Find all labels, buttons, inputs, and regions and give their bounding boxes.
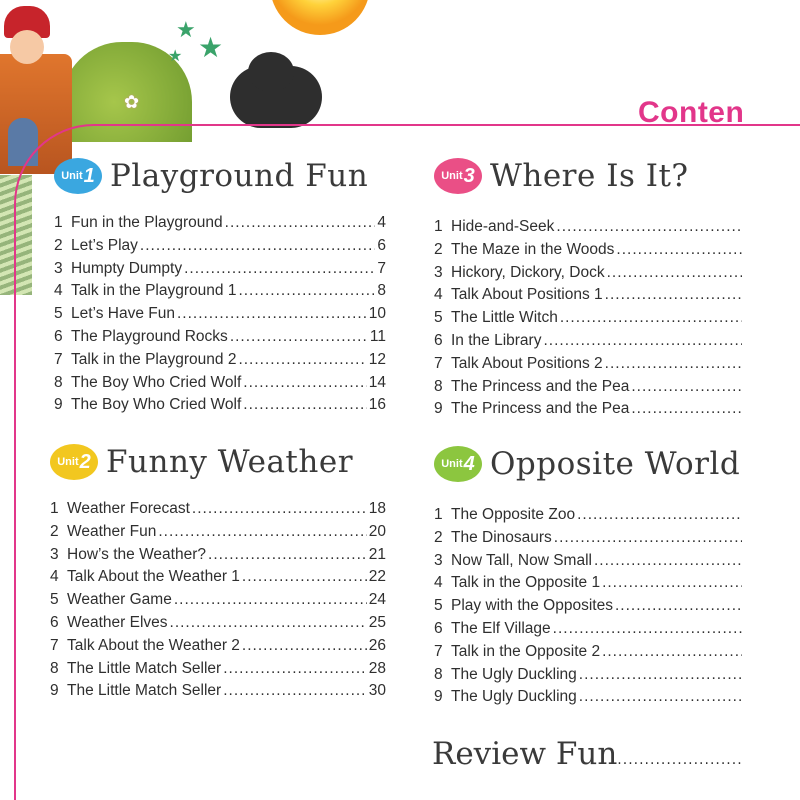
lesson-item[interactable] bbox=[50, 523, 386, 546]
lesson-number: 2 bbox=[54, 236, 63, 254]
lesson-title: The Playground Rocks bbox=[71, 327, 228, 345]
lesson-page-number: 24 bbox=[368, 591, 386, 609]
leader-dots bbox=[579, 688, 742, 706]
lesson-list bbox=[50, 500, 386, 705]
leader-dots bbox=[607, 264, 742, 282]
lesson-number: 4 bbox=[54, 282, 63, 300]
leader-dots bbox=[238, 351, 366, 369]
lesson-number: 3 bbox=[50, 545, 59, 563]
leader-dots bbox=[238, 282, 375, 300]
unit-badge-number: 3 bbox=[463, 164, 475, 187]
unit-header bbox=[54, 156, 386, 196]
leader-dots bbox=[602, 643, 742, 661]
lesson-title: The Dinosaurs bbox=[451, 528, 552, 546]
lesson-number: 4 bbox=[434, 574, 443, 592]
lesson-title: The Little Witch bbox=[451, 309, 558, 327]
lesson-item[interactable] bbox=[54, 305, 386, 328]
lesson-number: 1 bbox=[434, 506, 443, 523]
unit-header bbox=[434, 156, 744, 196]
lesson-title: Fun in the Playground bbox=[71, 214, 223, 231]
lesson-title: Let’s Have Fun bbox=[71, 305, 175, 323]
lesson-number: 2 bbox=[434, 240, 443, 258]
unit-title: Funny Weather bbox=[106, 444, 354, 480]
lesson-item[interactable] bbox=[50, 682, 386, 705]
lesson-title: Humpty Dumpty bbox=[71, 259, 183, 277]
lesson-page-number: 11 bbox=[369, 327, 386, 345]
review-title: Review Fun bbox=[432, 736, 618, 772]
unit-2-section bbox=[50, 442, 386, 705]
star-icon: ★ bbox=[198, 31, 224, 64]
unit-badge bbox=[54, 158, 102, 194]
lesson-number: 7 bbox=[50, 636, 59, 654]
lesson-title: The Little Match Seller bbox=[67, 659, 222, 677]
lesson-title: Weather Elves bbox=[67, 613, 168, 631]
unit-1-section bbox=[54, 156, 386, 419]
lesson-page-number: 21 bbox=[368, 545, 386, 563]
unit-badge-number: 1 bbox=[83, 164, 95, 187]
leader-dots bbox=[225, 214, 376, 232]
lesson-number: 6 bbox=[434, 331, 443, 349]
lesson-number: 8 bbox=[434, 377, 443, 395]
lesson-number: 5 bbox=[434, 597, 443, 615]
lesson-page-number: 26 bbox=[368, 636, 386, 654]
dark-cloud-illustration bbox=[230, 66, 322, 128]
lesson-title: The Little Match Seller bbox=[67, 682, 222, 700]
leader-dots bbox=[223, 682, 367, 700]
lesson-title: In the Library bbox=[451, 331, 542, 349]
lesson-title: The Boy Who Cried Wolf bbox=[71, 396, 242, 414]
unit-badge bbox=[50, 444, 98, 480]
lesson-item[interactable] bbox=[434, 620, 744, 643]
unit-badge bbox=[434, 446, 482, 482]
lesson-item[interactable] bbox=[50, 637, 386, 660]
leader-dots bbox=[594, 552, 742, 570]
leader-dots bbox=[554, 529, 742, 547]
lesson-number: 8 bbox=[50, 659, 59, 677]
lesson-number: 1 bbox=[434, 218, 443, 235]
leader-dots bbox=[243, 396, 366, 414]
lesson-page-number: 30 bbox=[368, 682, 386, 700]
unit-badge-label: Unit bbox=[441, 458, 463, 470]
lesson-item[interactable] bbox=[434, 309, 744, 332]
lesson-title: Let’s Play bbox=[71, 236, 138, 254]
lesson-item[interactable] bbox=[434, 574, 744, 597]
leader-dots bbox=[605, 355, 742, 373]
lesson-title: Weather Game bbox=[67, 591, 172, 609]
unit-badge-label: Unit bbox=[57, 456, 79, 468]
unit-badge-number: 4 bbox=[463, 452, 475, 475]
leader-dots bbox=[242, 568, 367, 586]
leader-dots bbox=[631, 378, 742, 396]
lesson-page-number: 28 bbox=[368, 659, 386, 677]
unit-title: Opposite World bbox=[490, 446, 741, 482]
lesson-page-number: 7 bbox=[377, 259, 386, 277]
lesson-number: 9 bbox=[50, 682, 59, 700]
lesson-item[interactable] bbox=[434, 355, 744, 378]
lesson-item[interactable] bbox=[434, 688, 744, 711]
lesson-page-number: 20 bbox=[368, 522, 386, 540]
unit-title: Where Is It? bbox=[490, 158, 689, 194]
lesson-item[interactable] bbox=[50, 568, 386, 591]
lesson-title: The Ugly Duckling bbox=[451, 665, 577, 683]
lesson-page-number: 16 bbox=[368, 396, 386, 414]
lesson-number: 7 bbox=[434, 354, 443, 372]
lesson-title: The Maze in the Woods bbox=[451, 240, 615, 258]
unit-badge-label: Unit bbox=[441, 170, 463, 182]
lesson-item[interactable] bbox=[434, 264, 744, 287]
unit-header bbox=[434, 444, 744, 484]
lesson-page-number: 8 bbox=[377, 282, 386, 300]
leader-dots bbox=[543, 332, 742, 350]
lesson-page-number: 14 bbox=[368, 373, 386, 391]
lesson-list bbox=[54, 214, 386, 419]
leader-dots bbox=[577, 506, 742, 524]
sun-illustration bbox=[270, 0, 370, 35]
lesson-item[interactable] bbox=[50, 660, 386, 683]
leader-dots bbox=[617, 752, 744, 768]
lesson-title: The Elf Village bbox=[451, 619, 551, 637]
lesson-list bbox=[434, 506, 744, 711]
lesson-title: Talk About the Weather 1 bbox=[67, 568, 240, 586]
leader-dots bbox=[615, 597, 742, 615]
leader-dots bbox=[174, 591, 367, 609]
unit-badge-label: Unit bbox=[61, 170, 83, 182]
lesson-item[interactable] bbox=[434, 597, 744, 620]
lesson-title: Play with the Opposites bbox=[451, 597, 613, 615]
lesson-item[interactable] bbox=[54, 260, 386, 283]
leader-dots bbox=[560, 309, 742, 327]
lesson-page-number: 12 bbox=[368, 350, 386, 368]
lesson-number: 2 bbox=[434, 528, 443, 546]
lesson-item[interactable] bbox=[434, 666, 744, 689]
flower-icon: ✿ bbox=[124, 92, 140, 113]
lesson-number: 9 bbox=[54, 396, 63, 414]
lesson-item[interactable] bbox=[54, 214, 386, 237]
unit-4-section bbox=[434, 444, 744, 711]
lesson-page-number: 4 bbox=[377, 214, 386, 231]
leader-dots bbox=[556, 218, 742, 236]
lesson-title: Talk in the Opposite 1 bbox=[451, 574, 601, 592]
unit-3-section bbox=[434, 156, 744, 423]
leader-dots bbox=[579, 666, 742, 684]
lesson-title: Hickory, Dickory, Dock bbox=[451, 263, 605, 281]
leader-dots bbox=[602, 574, 742, 592]
lesson-item[interactable] bbox=[434, 241, 744, 264]
lesson-number: 2 bbox=[50, 522, 59, 540]
lesson-title: Talk in the Playground 2 bbox=[71, 350, 237, 368]
leader-dots bbox=[230, 328, 368, 346]
lesson-item[interactable] bbox=[434, 506, 744, 529]
lesson-number: 5 bbox=[50, 591, 59, 609]
lesson-page-number: 25 bbox=[368, 613, 386, 631]
lesson-item[interactable] bbox=[434, 643, 744, 666]
lesson-item[interactable] bbox=[434, 218, 744, 241]
lesson-title: The Princess and the Pea bbox=[451, 400, 630, 418]
leader-dots bbox=[184, 260, 375, 278]
lesson-item[interactable] bbox=[50, 546, 386, 569]
lesson-title: How’s the Weather? bbox=[67, 545, 207, 563]
unit-badge-number: 2 bbox=[79, 450, 91, 473]
leader-dots bbox=[243, 374, 366, 392]
lesson-title: Weather Fun bbox=[67, 522, 157, 540]
lesson-number: 1 bbox=[54, 214, 63, 231]
lesson-title: Talk About Positions 2 bbox=[451, 354, 603, 372]
star-icon: ★ bbox=[168, 46, 183, 65]
lesson-item[interactable] bbox=[54, 282, 386, 305]
star-icon: ★ bbox=[176, 18, 196, 43]
lesson-title: Talk in the Playground 1 bbox=[71, 282, 237, 300]
leader-dots bbox=[177, 305, 367, 323]
leader-dots bbox=[242, 637, 367, 655]
lesson-number: 9 bbox=[434, 400, 443, 418]
lesson-title: The Boy Who Cried Wolf bbox=[71, 373, 242, 391]
lesson-title: Talk About Positions 1 bbox=[451, 286, 603, 304]
unit-title: Playground Fun bbox=[110, 158, 369, 194]
leader-dots bbox=[170, 614, 367, 632]
leader-dots bbox=[158, 523, 366, 541]
leader-dots bbox=[553, 620, 742, 638]
lesson-item[interactable] bbox=[54, 237, 386, 260]
lesson-item[interactable] bbox=[50, 591, 386, 614]
unit-badge bbox=[434, 158, 482, 194]
lesson-number: 4 bbox=[434, 286, 443, 304]
lesson-item[interactable] bbox=[434, 552, 744, 575]
lesson-title: Hide-and-Seek bbox=[451, 218, 555, 235]
lesson-item[interactable] bbox=[54, 374, 386, 397]
lesson-number: 6 bbox=[54, 327, 63, 345]
lesson-number: 6 bbox=[50, 613, 59, 631]
lesson-number: 3 bbox=[54, 259, 63, 277]
lesson-page-number: 18 bbox=[368, 500, 386, 517]
lesson-item[interactable] bbox=[434, 529, 744, 552]
lesson-item[interactable] bbox=[54, 351, 386, 374]
lesson-item[interactable] bbox=[54, 396, 386, 419]
lesson-number: 7 bbox=[54, 350, 63, 368]
lesson-title: The Opposite Zoo bbox=[451, 506, 576, 523]
leader-dots bbox=[631, 400, 742, 418]
leader-dots bbox=[140, 237, 375, 255]
lesson-item[interactable] bbox=[50, 500, 386, 523]
lesson-title: The Princess and the Pea bbox=[451, 377, 630, 395]
page-title: Conten bbox=[638, 96, 745, 129]
leader-dots bbox=[192, 500, 367, 518]
lesson-number: 8 bbox=[54, 373, 63, 391]
lesson-title: Weather Forecast bbox=[67, 500, 190, 517]
lesson-page-number: 6 bbox=[377, 236, 386, 254]
leader-dots bbox=[605, 286, 742, 304]
lesson-item[interactable] bbox=[50, 614, 386, 637]
lesson-item[interactable] bbox=[434, 378, 744, 401]
lesson-title: Talk in the Opposite 2 bbox=[451, 642, 601, 660]
lesson-page-number: 10 bbox=[368, 305, 386, 323]
lesson-number: 4 bbox=[50, 568, 59, 586]
lesson-number: 9 bbox=[434, 688, 443, 706]
leader-dots bbox=[223, 660, 367, 678]
lesson-title: The Ugly Duckling bbox=[451, 688, 577, 706]
unit-header bbox=[50, 442, 386, 482]
lesson-number: 5 bbox=[434, 309, 443, 327]
lesson-item[interactable] bbox=[434, 286, 744, 309]
lesson-page-number: 22 bbox=[368, 568, 386, 586]
lesson-number: 7 bbox=[434, 642, 443, 660]
lesson-number: 3 bbox=[434, 263, 443, 281]
lesson-item[interactable] bbox=[54, 328, 386, 351]
lesson-list bbox=[434, 218, 744, 423]
lesson-item[interactable] bbox=[434, 332, 744, 355]
lesson-title: Now Tall, Now Small bbox=[451, 551, 592, 569]
lesson-item[interactable] bbox=[434, 400, 744, 423]
lesson-number: 8 bbox=[434, 665, 443, 683]
lesson-number: 3 bbox=[434, 551, 443, 569]
lesson-number: 1 bbox=[50, 500, 59, 517]
lesson-number: 6 bbox=[434, 619, 443, 637]
leader-dots bbox=[208, 546, 367, 564]
lesson-number: 5 bbox=[54, 305, 63, 323]
review-section bbox=[432, 736, 744, 772]
leader-dots bbox=[616, 241, 742, 259]
lesson-title: Talk About the Weather 2 bbox=[67, 636, 240, 654]
witch-face-illustration bbox=[10, 30, 44, 64]
